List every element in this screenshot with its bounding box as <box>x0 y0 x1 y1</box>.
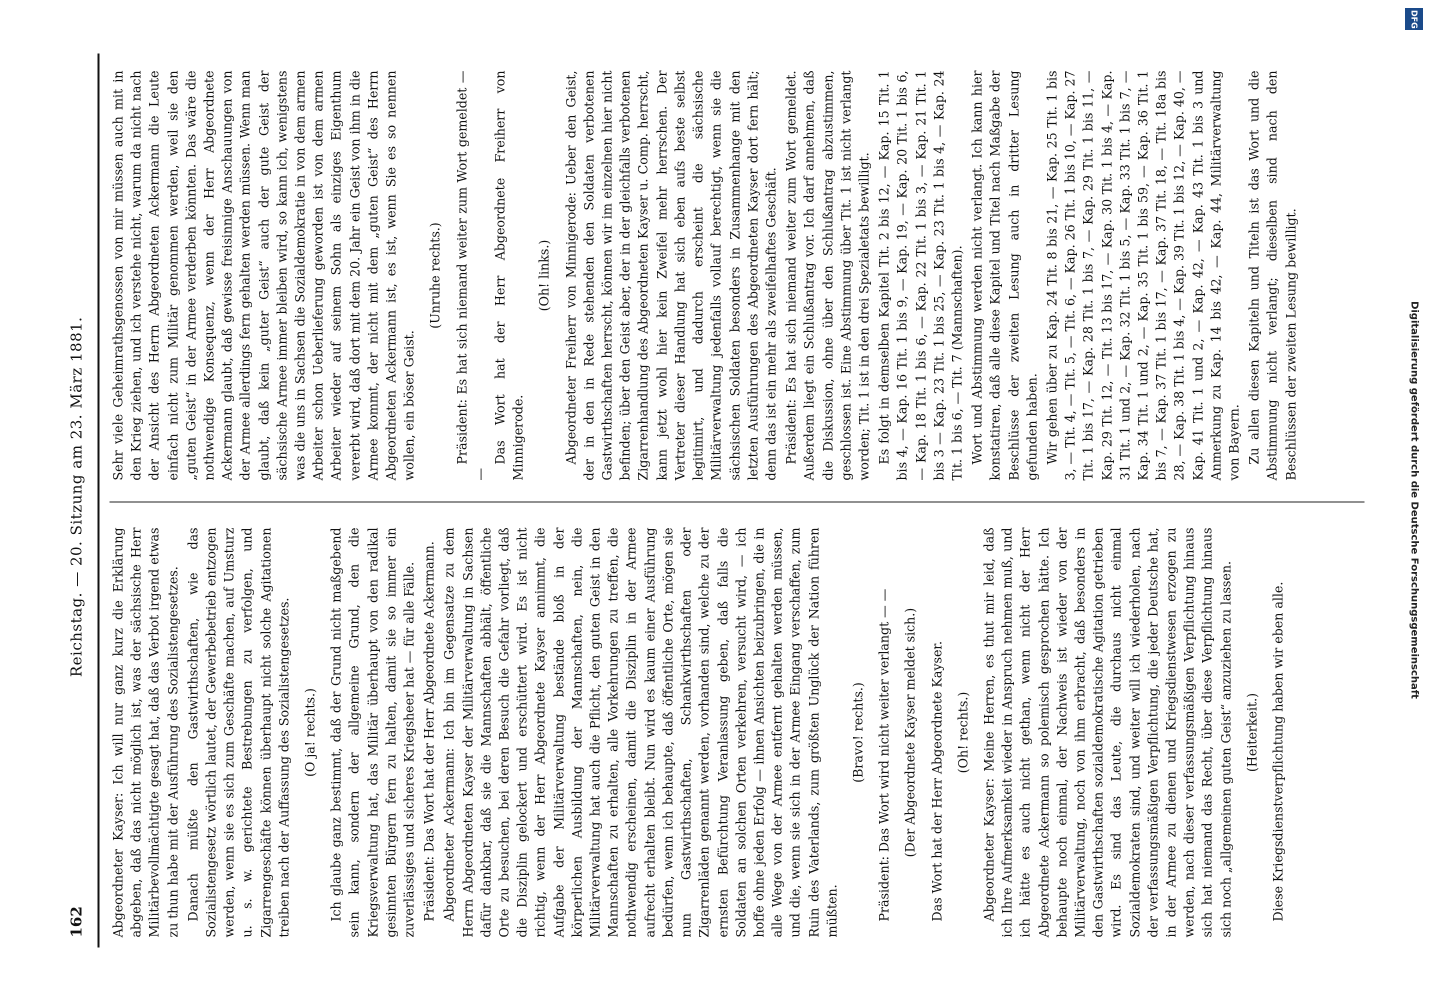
right-column <box>110 71 1365 481</box>
paragraph: Präsident: Es hat sich niemand weiter zum Wort gemeldet. Außerdem liegt ein Schlußantrag vor. Ich darf annehmen, daß die Diskussion, ohne über den Schlußantrag abzustimmen, geschlossen ist. Eine Abstimmung über Tit. 1 ist nicht verlangt worden; Tit. 1 ist in den drei Spezialetats bewilligt. <box>783 70 872 481</box>
paragraph: Präsident: Das Wort hat der Herr Abgeordnete Ackermann. <box>421 541 437 922</box>
interjection: (Oh! rechts.) <box>955 691 971 774</box>
digitization-credit <box>1395 0 1432 1000</box>
left-column <box>110 528 1365 938</box>
paragraph: Ich glaube ganz bestimmt, daß der Grund nicht maßgebend sein kann, sondern der allgemeine Grund, den die Kriegsverwaltung hat, das Militär überhaupt von den radikal gesinnten Bürgern fern zu halten, damit sie so immer ein zuverlässiges und sicheres Kriegsheer hat — für alle Fälle. <box>328 527 417 938</box>
paragraph: Abgeordneter Freiherr von Minnigerode: Ueber den Geist, der in den in Rede stehenden den Soldaten verbotenen Gastwirthschaften herrscht, können wir im einzelnen hier nicht befinden; über den Geist aber, der in der gleichfalls verbotenen Zigarrenhandlung des Abgeordneten Kayser u. Comp. herrscht, kann jetzt wohl hier kein Zweifel mehr herrschen. Der Vertreter dieser Handlung hat sich eben aufs beste selbst legitimirt, und dadurch erscheint die sächsische Militärverwaltung jedenfalls vollauf berechtigt, wenn sie die sächsischen Soldaten besonders in Zusammenhange mit den letzten Ausführungen des Abgeordneten Kayser dort fern hält; denn das ist ein mehr als zweifelhaftes Geschäft. <box>563 70 779 481</box>
paragraph: Abgeordneter Kayser: Meine Herren, es thut mir leid, daß ich Ihre Aufmerksamkeit wieder in Anspruch nehmen muß, und ich hätte es auch nicht gethan, wenn nicht der Herr Abgeordnete Ackermann so polemisch gesprochen hätte. Ich behaupte noch einmal, der Nachweis ist wieder von der Militärverwaltung, noch von ihm erbracht, daß besonders in den Gastwirthschaften sozialdemokratische Agitation getrieben wird. Es sind das Leute, die durchaus nicht einmal Sozialdemokraten sind, und weiter will ich wiederholen, nach der verfassungsmäßigen Verpflichtung, die jeder Deutsche hat, in der Armee zu dienen und Kriegsdienstwesen erzogen zu werden, nach dieser verfassungsmäßigen Verpflichtung hinaus sich hat niemand das Recht, über diese Verpflichtung hinaus sich noch „allgemeinen guten Geist“ anzuziehen zu lassen. <box>981 527 1234 938</box>
interjection: (Oh! links.) <box>536 239 552 312</box>
interjection: (Unruhe rechts.) <box>427 222 443 329</box>
paragraph: Abgeordneter Kayser: Ich will nur ganz kurz die Erklärung abgeben, daß das nicht möglich ist, was der sächsische Herr Militärbevollmächtigte gesagt hat, daß das Verbot irgend etwas zu thun habe mit der Ausführung des Sozialistengesetzes. <box>110 527 181 938</box>
paragraph: Wir gehen über zu Kap. 24 Tit. 8 bis 21, — Kap. 25 Tit. 1 bis 3, — Tit. 4, — Tit. 5, — Tit. 6, — Kap. 26 Tit. 1 bis 10, — Kap. 27 Tit. 1 bis 17, — Kap. 28 Tit. 1 bis 7, — Kap. 29 Tit. 1 bis 11, — Kap. 29 Tit. 12, — Tit. 13 bis 17, — Kap. 30 Tit. 1 bis 4, — Kap. 31 Tit. 1 und 2, — Kap. 32 Tit. 1 bis 5, — Kap. 33 Tit. 1 bis 7, — Kap. 34 Tit. 1 und 2, — Kap. 35 Tit. 1 bis 59, — Kap. 36 Tit. 1 bis 7, — Kap. 37 Tit. 1 bis 17, — Kap. 37 Tit. 18, — Tit. 18a bis 28, — Kap. 38 Tit. 1 bis 4, — Kap. 39 Tit. 1 bis 12, — Kap. 40, — Kap. 41 Tit. 1 und 2, — Kap. 42, — Kap. 43 Tit. 1 bis 3 und Anmerkung zu Kap. 14 bis 42, — Kap. 44, Militärverwaltung von Bayern. <box>1044 70 1242 481</box>
paragraph: Präsident: Das Wort wird nicht weiter verlangt — — <box>876 588 892 922</box>
running-head-title: Reichstag. — 20. Sitzung am 23. März 1881. <box>67 316 86 678</box>
interjection: (Heiterkeit.) <box>1244 693 1260 772</box>
digitization-credit-text: Digitalisierung gefördert durch die Deutsche Forschungsgemeinschaft <box>1408 301 1419 699</box>
paragraph: Das Wort hat der Herr Abgeordnete Freiherr von Minnigerode. <box>492 70 526 481</box>
paragraph: Das Wort hat der Herr Abgeordnete Kayser. <box>929 640 945 922</box>
column-separator <box>110 502 1365 503</box>
paragraph: Es folgt in demselben Kapitel Tit. 2 bis 12, — Kap. 15 Tit. 1 bis 4, — Kap. 16 Tit. 1 bis 9, — Kap. 19, — Kap. 20 Tit. 1 bis 6, — Kap. 18 Tit. 1 bis 6, — Kap. 22 Tit. 1 bis 3, — Kap. 21 Tit. 1 bis 3 — Kap. 23 Tit. 1 bis 25, — Kap. 23 Tit. 1 bis 4, — Kap. 24 Tit. 1 bis 6, — Tit. 7 (Mannschaften). <box>876 70 965 481</box>
paragraph: Diese Kriegsdienstverpflichtung haben wir eben alle. <box>1270 581 1286 922</box>
paragraph: Präsident: Es hat sich niemand weiter zum Wort gemeldet — — <box>454 70 488 481</box>
page-number: 162 <box>67 906 86 938</box>
paragraph: Wort und Abstimmung werden nicht verlangt. Ich kann hier konstatiren, daß alle diese Kapitel und Titel nach Maßgabe der Beschlüsse der zweiten Lesung auch in dritter Lesung gefunden haben. <box>969 70 1040 481</box>
interjection: (Bravo! rechts.) <box>850 682 866 783</box>
paragraph: Danach müßte den Gastwirthschaften, wie das Sozialistengesetz wörtlich lautet, der Gewerbebetrieb entzogen werden, wenn sie es sich zum Geschäfte machen, auf Umsturz u. s. w. gerichtete Bestrebungen zu verfolgen, und Zigarrengeschäfte können überhaupt nicht solche Agitationen treiben nach der Auffassung des Sozialistengesetzes. <box>185 527 292 938</box>
document-page <box>54 36 1379 966</box>
header-rule <box>98 54 100 948</box>
interjection: (O ja! rechts.) <box>302 688 318 777</box>
running-header <box>60 64 94 938</box>
paragraph: Zu allen diesen Kapiteln und Titeln ist das Wort und die Abstimmung nicht verlangt; dieselben sind nach den Beschlüssen der zweiten Lesung bewilligt. <box>1246 70 1299 481</box>
paragraph: Sehr viele Geheimrathsgenossen von mir müssen auch mit in den Krieg ziehen, und ich verstehe nicht, warum da nicht nach der Ansicht des Herrn Abgeordneten Ackermann die Leute einfach nicht zum Militär genommen werden, weil sie den „guten Geist“ in der Armee verderben könnten. Das wäre die nothwendige Konsequenz, wenn der Herr Abgeordnete Ackermann glaubt, daß gewisse freisinnige Anschauungen von der Armee allerdings fern gehalten werden müssen. Wenn man glaubt, daß kein „guter Geist“ auch der gute Geist der sächsische Armee immer bleiben wird, so kann ich, wenigstens was die uns in Sachsen die Sozialdemokratie in von dem armen Arbeiter schon Ueberlieferung geworden ist von dem armen Arbeiter wieder auf seinem Sohn als einziges Eigenthum vererbt wird, daß dort mit dem 20. Jahr ein Geist von ihm in die Armee kommt, der nicht mit dem „guten Geist“ des Herrn Abgeordneten Ackermann ist, es ist, wenn Sie es so nennen wollen, ein böser Geist. <box>110 70 417 481</box>
dfg-logo: DFG <box>1405 8 1423 30</box>
interjection: (Der Abgeordnete Kayser meldet sich.) <box>902 607 918 858</box>
paragraph: Abgeordneter Ackermann: Ich bin im Gegensatze zu dem Herrn Abgeordneten Kayser der Militärverwaltung in Sachsen dafür dankbar, daß sie die Mannschaften abhält, öffentliche Orte zu besuchen, bei deren Besuch die Gefahr vorliegt, daß die Disziplin gelockert und erschüttert wird. Es ist nicht richtig, wenn der Herr Abgeordnete Kayser annimmt, die Aufgabe der Militärverwaltung bestände bloß in der körperlichen Ausbildung der Mannschaften, nein, die Militärverwaltung hat auch die Pflicht, den guten Geist in den Mannschaften zu erhalten, alle Vorkehrungen zu treffen, die nothwendig erscheinen, damit die Disziplin in der Armee aufrecht erhalten bleibt. Nun wird es kaum einer Ausführung bedürfen, wenn ich behaupte, daß öffentliche Orte, mögen sie nun Gastwirthschaften, Schankwirthschaften oder Zigarrenläden genannt werden, vorhanden sind, welche zu der ernsten Befürchtung Veranlassung geben, daß falls die Soldaten an solchen Orten verkehren, versucht wird, — ich hoffe ohne jeden Erfolg — ihnen Ansichten beizubringen, die in alle Wege von der Armee entfernt gehalten werden müssen, und die, wenn sie sich in der Armee Eingang verschaffen, zum Ruin des Vaterlands, zum größten Unglück der Nation führen müßten. <box>441 527 840 938</box>
